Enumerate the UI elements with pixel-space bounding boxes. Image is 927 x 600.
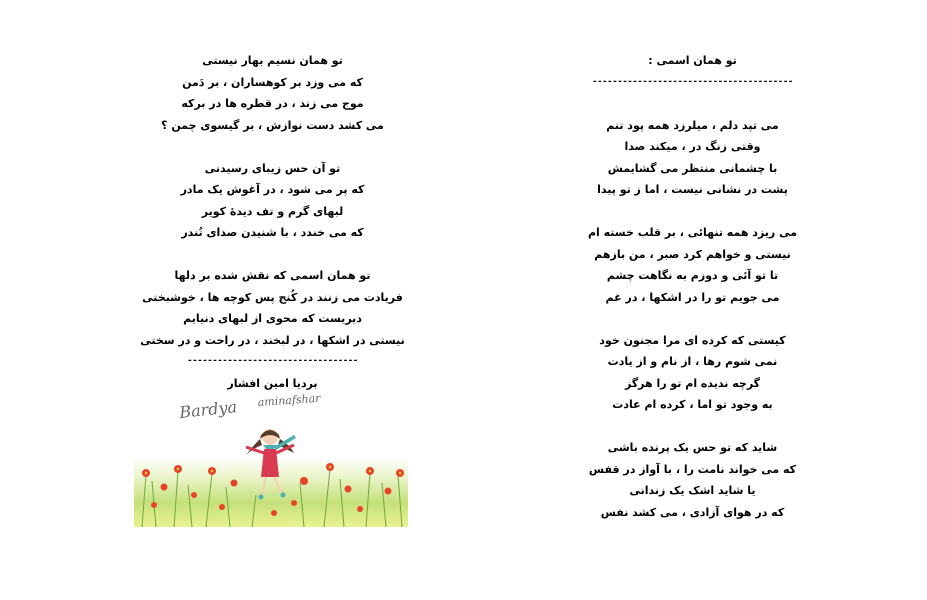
- signature-last: aminafshar: [257, 392, 321, 409]
- poem-line: می جویم تو را در اشکها ، در غم: [605, 290, 780, 304]
- divider: ----------------------------------: [187, 356, 358, 366]
- poem-line: که می خواند نامت را ، با آواز در قفس: [588, 462, 797, 476]
- poem-line: نمی شوم رها ، از نام و از یادت: [607, 355, 778, 368]
- signature-graphic: [180, 392, 360, 428]
- poem-line: می کشد دست نوازش ، بر گیسوی چمن ؟: [161, 118, 384, 132]
- poem-line: شاید که تو حس یک پرنده باشی: [607, 441, 778, 454]
- girl-in-flower-field-illustration: [134, 425, 408, 527]
- poem-line: تو آن حس زیبای رسیدنی: [204, 161, 341, 175]
- poem-line: به وجود تو اما ، کرده ام عادت: [612, 398, 773, 411]
- poem-line: یا شاید اشک یک زندانی: [629, 484, 756, 497]
- signature-first: Bardya: [180, 397, 238, 422]
- poem-line: که در هوای آزادی ، می کشد نفس: [600, 505, 785, 519]
- poem-line: کیستی که کرده ای مرا مجنون خود: [599, 333, 786, 347]
- poem-line: تو همان نسیم بهار نیستی: [202, 54, 343, 67]
- poem-line: تو همان اسمی که نقش شده بر دلها: [174, 269, 371, 282]
- poem-line: نیستی در اشکها ، در لبخند ، در راحت و در سختی: [140, 333, 405, 347]
- poem-line: پشت در نشانی نیست ، اما ز تو پیدا: [597, 183, 788, 196]
- poem-line: دیریست که محوی از لبهای دنیایم: [183, 312, 362, 325]
- poem-line: فریادت می زنند در کُنج پس کوچه ها ، خوشبختی: [142, 290, 403, 304]
- flower-field-graphic: [134, 425, 408, 527]
- title-divider: ----------------------------------------: [592, 76, 793, 87]
- poem-line: می تپد دلم ، میلرزد همه پود تنم: [606, 118, 779, 132]
- poem-line: گرچه ندیده ام تو را هرگز: [624, 376, 761, 390]
- poem-line: نیستی و خواهم کرد صبر ، من بازهم: [594, 247, 791, 261]
- author-name: بردیا امین افشار: [227, 376, 318, 390]
- poem-line: که می وزد بر کوهساران ، بر دَمن: [182, 75, 363, 89]
- poem-line: که پر می شود ، در آغوش یک مادر: [180, 183, 365, 196]
- poem-line: با چشمانی منتظر می گشایمش: [607, 161, 778, 175]
- poem-line: می ریزد همه تنهائی ، بر قلب خسته ام: [587, 226, 798, 239]
- right-poem: [585, 50, 800, 523]
- left-poem: [140, 50, 405, 394]
- poem-line: موج می زند ، در قطره ها در برکه: [181, 97, 364, 110]
- poem-line: تا تو آئی و دوزم به نگاهت چشم: [606, 269, 779, 282]
- poem-line: که می خندد ، با شنیدن صدای تُندر: [181, 226, 364, 239]
- poem-line: وقتی زنگ در ، میکند صدا: [624, 140, 761, 153]
- poem-title: تو همان اسمی :: [648, 54, 737, 67]
- poem-line: لبهای گرم و تف دیدهٔ کویر: [201, 204, 344, 218]
